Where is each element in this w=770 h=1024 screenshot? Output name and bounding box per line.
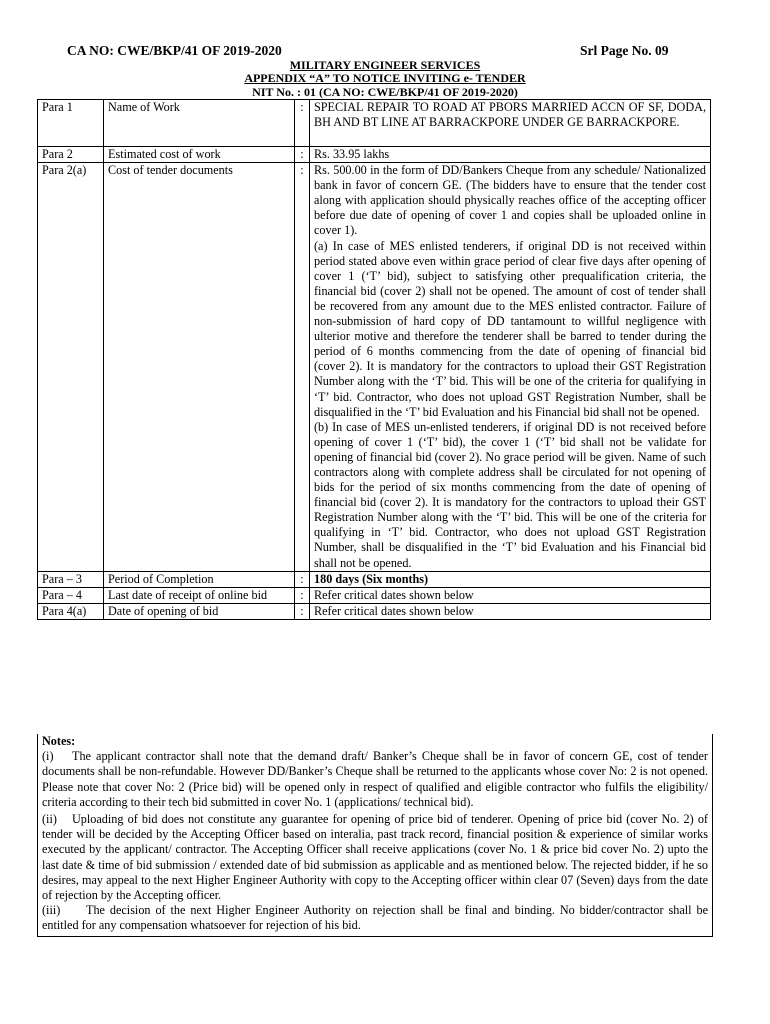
para-number: Para 2	[38, 147, 104, 163]
table-row	[38, 587, 711, 603]
para-number: Para 2(a)	[38, 163, 104, 572]
table-row	[38, 147, 711, 163]
name-of-work-value: SPECIAL REPAIR TO ROAD AT PBORS MARRIED ACCN OF SF, DODA, BH AND BT LINE AT BARRACKPORE UNDER GE BARRACKPORE.	[310, 100, 711, 147]
note-number: (iii)	[42, 903, 61, 918]
page-number: Srl Page No. 09	[580, 43, 669, 58]
note-number: (i)	[42, 749, 54, 764]
note-text: Uploading of bid does not constitute any guarantee for opening of price bid of tenderer. Opening of price bid (cover No. 2) of tender will be decided by the Accepting Officer based on interalia, past track record, financial position & experience of similar works executed by the applicant/ contractor. The Accepting Officer shall receive applications (cover No. 1 & price bid cover No. 2) upto the last date & time of bid submission / extended date of bid submission as applicable and as mentioned below. The rejected bidder, if he so desires, may appeal to the next Higher Engineer Authority with copy to the Accepting officer within clear 07 (Seven) days from the date of rejection by the Accepting officer.	[42, 812, 708, 903]
nit-title: NIT No. : 01 (CA NO: CWE/BKP/41 OF 2019-2020)	[252, 85, 518, 99]
para-number: Para 1	[38, 100, 104, 147]
row-colon: :	[295, 163, 310, 572]
estimated-cost-value: Rs. 33.95 lakhs	[310, 147, 711, 163]
note-text: The decision of the next Higher Engineer Authority on rejection shall be final and binding. No bidder/contractor shall be entitled for any compensation whatsoever for rejection of his bid.	[42, 903, 708, 933]
tender-cost-clause-b: (b) In case of MES un-enlisted tenderers, if original DD is not received before opening of cover 1 (‘T’ bid), the cover 1 (‘T’ bid shall not be validate for opening of financial bid (cover 2). No grace period will be given. Name of such contractors along with complete address shall be circulated for not opening of bids for the period of six months commencing from the date of opening of financial bid (cover 2). It is mandatory for the contractors to upload their GST Registration Number along with the ‘T’ bid. This will be one of the criteria for qualifying in ‘T’ bid. Contractor, who does not upload GST Registration Number, shall be disqualified in the ‘T’ bid Evaluation and his Financial bid shall not be opened.	[314, 419, 706, 570]
table-row	[38, 163, 711, 572]
note-item	[42, 903, 708, 933]
row-label: Name of Work	[104, 100, 295, 147]
para-number: Para 4(a)	[38, 603, 104, 619]
table-row	[38, 100, 711, 147]
note-item	[42, 749, 708, 810]
row-label: Estimated cost of work	[104, 147, 295, 163]
tender-cost-clause-a: (a) In case of MES enlisted tenderers, if original DD is not received within period stated above even within grace period of clear five days after opening of cover 1 (‘T’ bid), subject to satisfying other prequalification criteria, the financial bid (cover 2) shall not be opened. The amount of cost of tender shall be recovered from any amount due to the MES enlisted contractor. Failure of non-submission of hard copy of DD tantamount to willful negligence with ulterior motive and therefore the tenderer shall be barred to tender during the period of 6 months commencing from the date of opening of financial bid (cover 2). It is mandatory for the contractors to upload their GST Registration Number along with the ‘T’ bid. This will be one of the criteria for qualifying in ‘T’ bid. Contractor, who does not upload GST Registration Number, shall be disqualified in the ‘T’ bid Evaluation and his Financial bid shall not be opened.	[314, 238, 706, 419]
row-label: Last date of receipt of online bid	[104, 587, 295, 603]
note-number: (ii)	[42, 812, 57, 827]
appendix-title: APPENDIX “A” TO NOTICE INVITING e- TENDER	[244, 71, 526, 85]
notes-heading: Notes:	[42, 734, 76, 748]
row-label: Period of Completion	[104, 571, 295, 587]
ca-number: CA NO: CWE/BKP/41 OF 2019-2020	[67, 43, 282, 58]
row-label: Date of opening of bid	[104, 603, 295, 619]
row-label: Cost of tender documents	[104, 163, 295, 572]
tender-cost-cell	[310, 163, 711, 572]
note-item	[42, 812, 708, 903]
note-text: The applicant contractor shall note that the demand draft/ Banker’s Cheque shall be in favor of concern GE, cost of tender documents shall be non-refundable. However DD/Banker’s Cheque shall be returned to the applicants whose cover No: 2 is not opened. Please note that cover No: 2 (Price bid) will be opened only in respect of qualified and eligible contractor who fulfils the eligibility/ criteria according to their tech bid submitted in cover No. 1 (applications/ technical bid).	[42, 749, 708, 809]
last-date-value: Refer critical dates shown below	[310, 587, 711, 603]
completion-period-value: 180 days (Six months)	[310, 571, 711, 587]
org-title: MILITARY ENGINEER SERVICES	[289, 58, 481, 72]
para-number: Para – 3	[38, 571, 104, 587]
row-colon: :	[295, 571, 310, 587]
opening-date-value: Refer critical dates shown below	[310, 603, 711, 619]
tender-cost-value: Rs. 500.00 in the form of DD/Bankers Cheque from any schedule/ Nationalized bank in favor of concern GE. (The bidders have to ensure that the tender cost along with application should physically reaches office of the accepting officer before due date of opening of cover 1 and copies shall be uploaded online in cover 1).	[314, 163, 706, 238]
para-number: Para – 4	[38, 587, 104, 603]
notes-section	[37, 734, 713, 937]
row-colon: :	[295, 587, 310, 603]
row-colon: :	[295, 100, 310, 147]
table-row	[38, 571, 711, 587]
table-row	[38, 603, 711, 619]
row-colon: :	[295, 147, 310, 163]
tender-details-table	[37, 99, 711, 620]
row-colon: :	[295, 603, 310, 619]
